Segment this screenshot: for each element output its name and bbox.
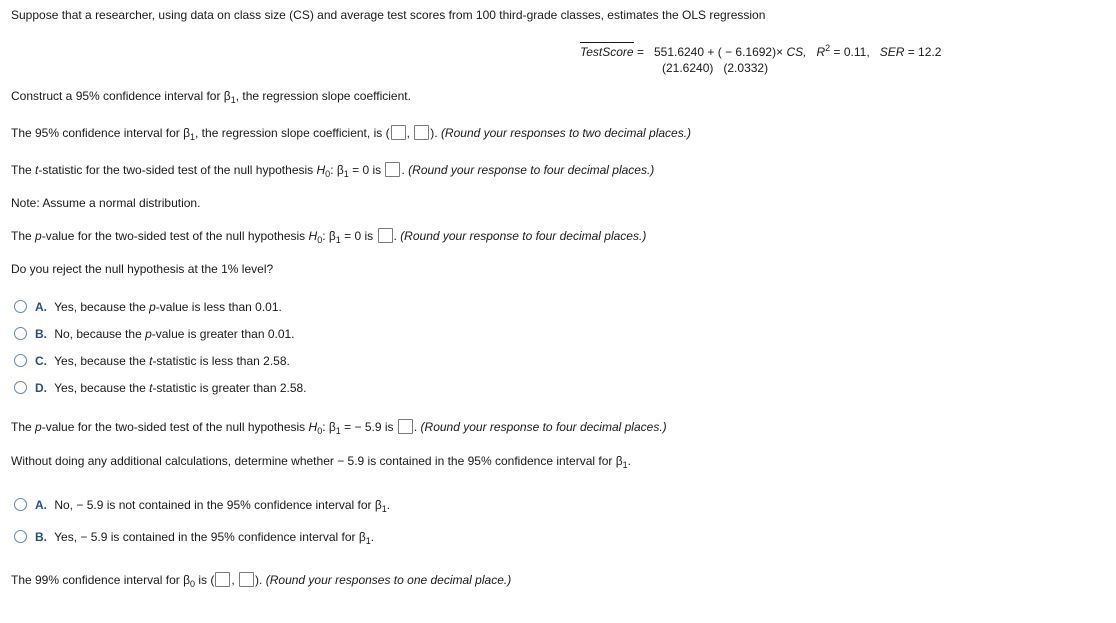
ci-95-hint: (Round your responses to two decimal places.) [440,126,692,140]
radio-button[interactable] [14,498,27,511]
t-stat-hint: (Round your response to four decimal places.) [408,163,655,177]
ci-99-lower-input[interactable] [215,572,230,587]
p-value-question: The p-value for the two-sided test of the null hypothesis $H_0$: $\beta_1 = 0$ is . (Round your response to four decimal places.) [11,229,647,245]
reject-question: Do you reject the null hypothesis at the 1% level? [11,262,274,276]
p-value-59-input[interactable] [398,419,413,434]
se-slope: (2.0332) [723,61,769,75]
ci-95-question: The 95% confidence interval for $\beta_1$, the regression slope coefficient, is ( , ). (Round your responses to two decimal places.) [11,126,692,142]
ci-99-question: The 99% confidence interval for $\beta_0$ is ( , ). (Round your responses to one decimal place.) [11,573,512,589]
p-value-input[interactable] [378,228,393,243]
option-reject-d[interactable]: D. Yes, because the t-statistic is greater than 2.58. [14,380,307,396]
se-intercept: (21.6240) [662,61,714,75]
option-contained-b[interactable]: B. Yes, − 5.9 is contained in the 95% confidence interval for $\beta_1$. [14,529,374,546]
p-value-59-question: The p-value for the two-sided test of the null hypothesis $H_0$: $\beta_1$ = − 5.9 is . (Round your response to four decimal places.) [11,420,667,436]
regression-equation: TestScore = 551.6240 + ( − 6.1692)× CS, $R^2 = 0.11$, SER = 12.2 [580,43,942,59]
t-stat-question: The t-statistic for the two-sided test of the null hypothesis $H_0$: $\beta_1 = 0$ is . (Round your response to four decimal places.) [11,163,655,179]
test-score-hat: TestScore [580,42,634,60]
ci-95-upper-input[interactable] [414,125,429,140]
contained-question: Without doing any additional calculations, determine whether − 5.9 is contained in the 95% confidence interval for $\beta_1$. [11,454,631,470]
option-reject-b[interactable]: B. No, because the p-value is greater than 0.01. [14,326,295,342]
p-value-hint: (Round your response to four decimal places.) [400,229,647,243]
construct-ci-prompt: Construct a 95% confidence interval for $\beta_1$, the regression slope coefficient. [11,89,411,105]
standard-errors [662,60,768,76]
radio-button[interactable] [14,300,27,313]
option-reject-a[interactable]: A. Yes, because the p-value is less than 0.01. [14,299,282,315]
ci-95-lower-input[interactable] [391,125,406,140]
radio-button[interactable] [14,327,27,340]
radio-button[interactable] [14,381,27,394]
intercept-value: 551.6240 [653,45,705,59]
ser-value: = 12.2 [907,45,942,59]
intro-text: Suppose that a researcher, using data on class size (CS) and average test scores from 100 third-grade classes, estimates the OLS regression [11,8,766,22]
r2-value: = 0.11, [833,45,870,59]
ci-99-upper-input[interactable] [239,572,254,587]
note-text: Note: Assume a normal distribution. [11,196,201,210]
option-reject-c[interactable]: C. Yes, because the t-statistic is less than 2.58. [14,353,290,369]
slope-value: ( − 6.1692) [717,45,777,59]
p-value-59-hint: (Round your response to four decimal places.) [420,420,667,434]
t-stat-input[interactable] [385,162,400,177]
radio-button[interactable] [14,354,27,367]
radio-button[interactable] [14,530,27,543]
ci-99-hint: (Round your responses to one decimal place.) [265,573,512,587]
option-contained-a[interactable]: A. No, − 5.9 is not contained in the 95% confidence interval for $\beta_1$. [14,497,390,514]
